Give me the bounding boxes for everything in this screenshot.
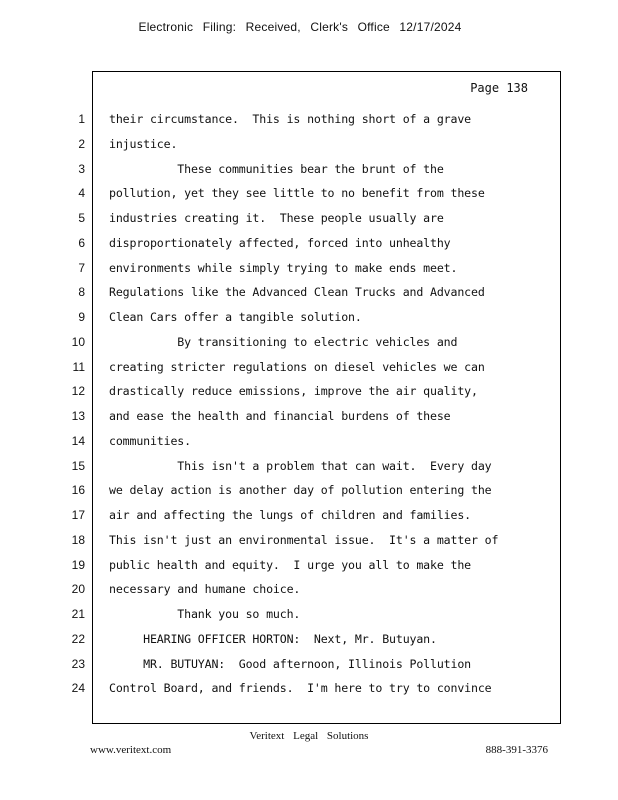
line-number: 7 — [78, 260, 85, 275]
footer-phone: 888-391-3376 — [485, 744, 548, 756]
transcript-line: and ease the health and financial burdens of these — [109, 409, 451, 423]
transcript-text — [109, 107, 554, 701]
line-number: 24 — [71, 681, 85, 696]
line-number: 9 — [78, 310, 85, 324]
page-number: Page 138 — [470, 81, 528, 95]
transcript-line: HEARING OFFICER HORTON: Next, Mr. Butuyan. — [109, 631, 437, 646]
transcript-line: This isn't just an environmental issue. It's a matter of — [109, 532, 499, 547]
line-number: 4 — [78, 186, 85, 201]
line-number: 21 — [71, 607, 85, 621]
line-number: 18 — [71, 532, 85, 547]
transcript-line: creating stricter regulations on diesel vehicles we can — [109, 359, 485, 374]
line-number: 2 — [78, 136, 85, 151]
transcript-line: we delay action is another day of pollution entering the — [109, 483, 492, 498]
footer-company: Veritext Legal Solutions — [249, 730, 369, 742]
filing-stamp: Electronic Filing: Received, Clerk's Office 12/17/2024 — [138, 20, 462, 34]
line-number: 8 — [78, 285, 85, 300]
transcript-line: disproportionately affected, forced into unhealthy — [109, 235, 451, 250]
transcript-line: Regulations like the Advanced Clean Trucks and Advanced — [109, 285, 485, 300]
transcript-line: Thank you so much. — [109, 607, 301, 621]
transcript-line: injustice. — [109, 136, 178, 151]
line-number: 17 — [71, 508, 85, 522]
line-number: 14 — [71, 433, 85, 448]
line-number: 16 — [71, 483, 85, 498]
line-number: 1 — [78, 112, 85, 126]
transcript-line: public health and equity. I urge you all to make the — [109, 557, 471, 572]
line-number: 13 — [71, 409, 85, 423]
footer-website: www.veritext.com — [90, 744, 172, 756]
transcript-line: environments while simply trying to make ends meet. — [109, 260, 458, 275]
transcript-line: necessary and humane choice. — [109, 582, 301, 597]
transcript-line: pollution, yet they see little to no benefit from these — [109, 186, 485, 201]
transcript-line: Clean Cars offer a tangible solution. — [109, 310, 362, 324]
line-number: 20 — [71, 582, 85, 597]
line-number: 11 — [72, 359, 85, 374]
line-number: 3 — [78, 161, 85, 176]
line-numbers — [55, 107, 85, 701]
line-number: 23 — [71, 656, 85, 671]
transcript-line: communities. — [109, 433, 191, 448]
transcript-line: These communities bear the brunt of the — [109, 161, 444, 176]
transcript-line: their circumstance. This is nothing short of a grave — [109, 112, 471, 126]
transcript-line: drastically reduce emissions, improve the air quality, — [109, 384, 478, 399]
transcript-line: This isn't a problem that can wait. Every day — [109, 458, 492, 473]
line-number: 19 — [71, 557, 85, 572]
line-number: 22 — [71, 631, 85, 646]
line-number: 6 — [78, 235, 85, 250]
line-number: 12 — [71, 384, 85, 399]
transcript-line: By transitioning to electric vehicles and — [109, 334, 458, 349]
transcript-line: MR. BUTUYAN: Good afternoon, Illinois Pollution — [109, 656, 471, 671]
transcript-line: air and affecting the lungs of children and families. — [109, 508, 471, 522]
line-number: 5 — [78, 211, 85, 225]
transcript-line: Control Board, and friends. I'm here to try to convince — [109, 681, 492, 696]
line-number: 15 — [71, 458, 85, 473]
line-number: 10 — [71, 334, 85, 349]
transcript-line: industries creating it. These people usually are — [109, 211, 444, 225]
